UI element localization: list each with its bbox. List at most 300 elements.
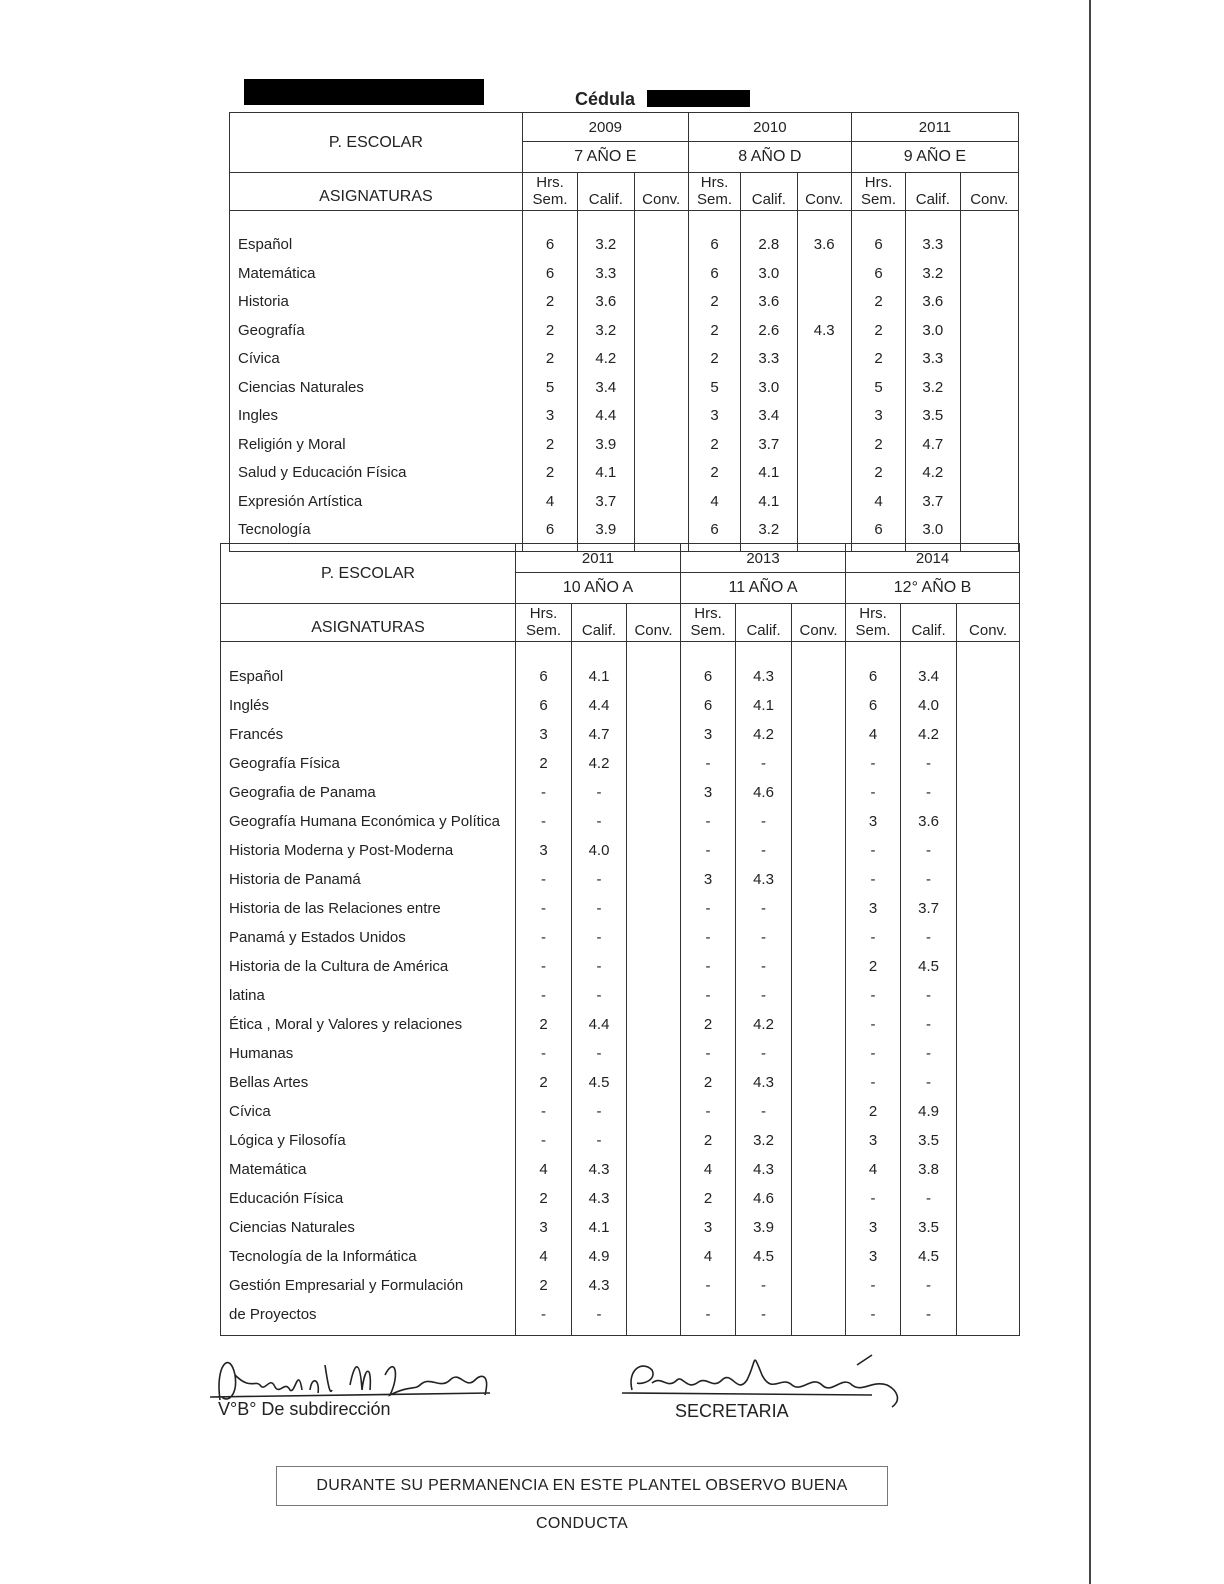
calif-header: Calif. [578,173,634,211]
calif-value: - [926,1277,932,1294]
conv-value [635,459,688,488]
hrs-value: 4 [868,726,878,743]
conv-value [792,1010,845,1039]
calif-value: 4.5 [753,1248,774,1265]
calif-value: 3.2 [922,264,944,282]
conv-value [957,1155,1019,1184]
hrs-value: - [705,755,711,772]
calif-value: - [761,842,767,859]
subject-name: Bellas Artes [229,1074,309,1091]
subject-name: Inglés [229,697,270,714]
calif-value: 4.4 [588,1016,610,1033]
subjects-header: ASIGNATURAS [221,604,516,642]
hrs-value: - [870,1277,876,1294]
conv-value [792,662,845,691]
hrs-column [851,211,905,552]
hrs-value: 6 [545,264,555,282]
conv-value [798,459,851,488]
conv-value [627,1213,680,1242]
subject-name: Ingles [238,407,279,424]
hrs-value: 2 [868,958,878,975]
hrs-value: 2 [545,350,555,367]
hrs-value: 2 [874,350,883,367]
calif-value: 3.5 [918,1219,939,1236]
subject-name: Cívica [229,1103,271,1120]
hrs-value: - [541,1306,546,1323]
hrs-value: 2 [703,1190,713,1207]
calif-column [578,211,634,552]
grade-level-label: 7 AÑO E [522,142,688,173]
calif-value: 3.2 [595,236,617,253]
conv-value [792,952,845,981]
conv-value [798,488,851,517]
hrs-value: - [541,784,546,801]
hrs-value: 2 [545,321,555,339]
conv-value [635,260,688,289]
hrs-value: 6 [545,236,555,253]
redacted-cedula-number [647,90,750,107]
subject-name: de Proyectos [229,1306,317,1323]
conv-value [961,374,1018,403]
conv-value [635,345,688,374]
calif-value: - [596,871,602,888]
calif-header: Calif. [741,173,797,211]
hrs-value: 6 [539,668,548,685]
hrs-value: - [541,813,546,830]
subject-name: Geografía Humana Económica y Política [229,813,500,830]
conv-value [798,431,851,460]
hrs-value: - [541,900,546,917]
subject-name: Francés [229,726,284,743]
calif-value: 4.3 [588,1161,610,1178]
conv-value [792,691,845,720]
calif-value: 4.1 [588,668,610,685]
calif-value: - [926,1074,932,1091]
conv-value [627,952,680,981]
subjects-column [221,642,516,1336]
calif-value: - [761,958,767,975]
secretary-signature-label: SECRETARIA [675,1401,789,1421]
calif-value: 3.2 [758,521,780,538]
grade-level-label: 9 AÑO E [851,142,1018,173]
calif-value: - [761,1045,767,1062]
subdirector-signature-label: V°B° De subdirección [218,1399,391,1419]
conv-header: Conv. [792,604,846,642]
conv-value [798,260,851,289]
calif-value: 4.3 [753,1074,774,1091]
conv-value: 4.3 [813,321,835,339]
hrs-value: 2 [710,464,719,481]
calif-value: 3.6 [918,813,939,830]
calif-value: - [761,1103,767,1120]
conv-value [961,516,1018,545]
hrs-sem-header: Hrs. Sem. [846,604,901,642]
calif-value: 3.9 [595,435,617,453]
calif-value: 3.2 [753,1132,774,1149]
year-label: 2010 [688,113,851,142]
calif-value: - [926,755,932,772]
calif-value: 3.3 [922,350,944,367]
hrs-column [681,642,736,1336]
calif-value: - [596,900,602,917]
conv-value [792,865,845,894]
calif-value: 3.0 [758,264,780,282]
subjects-column [230,211,523,552]
conv-value [635,488,688,517]
conv-value [627,1039,680,1068]
calif-value: 4.1 [758,492,780,510]
calif-value: - [926,784,932,801]
hrs-value: 3 [868,900,878,917]
calif-value: 3.0 [922,521,944,538]
conv-value [798,374,851,403]
calif-value: - [926,842,932,859]
conv-column [797,211,851,552]
subject-name: Español [229,668,284,685]
hrs-value: 5 [545,378,555,396]
hrs-value: - [870,929,876,946]
calif-value: 4.5 [918,1248,939,1265]
conv-value [798,516,851,545]
conv-value [961,317,1018,346]
hrs-value: 2 [703,1132,713,1149]
hrs-value: 2 [710,435,719,453]
subject-name: Ciencias Naturales [238,378,364,396]
hrs-value: 4 [545,492,555,510]
hrs-value: 2 [703,1074,713,1091]
period-label: P. ESCOLAR [230,113,523,173]
hrs-value: 6 [539,697,548,714]
hrs-value: 2 [539,1074,548,1091]
calif-value: 3.3 [758,350,780,367]
hrs-value: 2 [545,293,555,310]
conv-value [798,402,851,431]
calif-value: 4.3 [588,1277,610,1294]
hrs-value: - [541,871,546,888]
conv-value [798,345,851,374]
hrs-value: 4 [703,1248,713,1265]
hrs-value: 2 [539,1277,548,1294]
conv-value [961,288,1018,317]
calif-value: - [596,987,602,1004]
hrs-value: 6 [545,521,555,538]
calif-value: 4.0 [588,842,610,859]
calif-value: 4.5 [588,1074,610,1091]
conv-value [635,402,688,431]
calif-value: 3.2 [922,378,944,396]
hrs-value: - [870,755,876,772]
calif-column [572,642,627,1336]
calif-value: 4.7 [922,435,944,453]
conv-value [792,923,845,952]
conv-value [792,1097,845,1126]
calif-value: 4.4 [595,407,617,424]
calif-column [741,211,797,552]
subjects-header: ASIGNATURAS [230,173,523,211]
calif-value: - [596,1045,602,1062]
hrs-column [516,642,572,1336]
hrs-value: 2 [539,1190,548,1207]
hrs-value: 3 [703,1219,713,1236]
calif-value: 4.2 [753,726,774,743]
calif-value: - [596,1306,602,1323]
calif-value: 3.4 [758,407,780,424]
calif-value: 4.7 [588,726,610,743]
hrs-value: 5 [710,378,719,396]
hrs-value: 3 [868,1248,878,1265]
calif-value: 2.6 [758,321,780,339]
period-label: P. ESCOLAR [221,544,516,604]
conv-value [961,231,1018,260]
conv-value [957,1213,1019,1242]
subject-name: Historia de la Cultura de América [229,958,449,975]
hrs-value: 2 [545,435,555,453]
hrs-value: - [541,958,546,975]
conv-value [792,1242,845,1271]
calif-value: 4.0 [918,697,939,714]
hrs-value: 4 [703,1161,713,1178]
hrs-value: 3 [710,407,719,424]
conv-value [957,894,1019,923]
hrs-sem-header: Hrs. Sem. [516,604,572,642]
calif-value: - [761,900,767,917]
calif-value: 3.7 [922,492,944,510]
hrs-value: 6 [703,697,713,714]
hrs-value: - [705,900,711,917]
hrs-value: - [705,813,711,830]
conv-value [627,981,680,1010]
subject-name: latina [229,987,265,1004]
hrs-value: - [870,1016,876,1033]
conv-header: Conv. [797,173,851,211]
calif-value: 3.2 [595,321,617,339]
year-label: 2011 [851,113,1018,142]
conv-value [957,778,1019,807]
hrs-value: 3 [868,813,878,830]
conv-value [635,431,688,460]
hrs-value: 3 [545,407,555,424]
hrs-value: - [870,871,876,888]
conv-value [635,516,688,545]
calif-column [901,642,957,1336]
conv-header: Conv. [627,604,681,642]
conv-value [792,1213,845,1242]
calif-value: - [926,987,932,1004]
hrs-value: - [541,929,546,946]
grade-level-label: 10 AÑO A [516,573,681,604]
conv-value [792,981,845,1010]
subject-name: Español [238,236,293,253]
calif-value: 4.1 [588,1219,610,1236]
conv-value [627,691,680,720]
calif-value: 4.9 [918,1103,939,1120]
calif-value: 4.2 [588,755,610,772]
conv-value [635,317,688,346]
hrs-column [846,642,901,1336]
redacted-name [244,79,484,105]
calif-value: 4.1 [595,464,617,481]
subject-name: Panamá y Estados Unidos [229,929,406,946]
calif-value: 3.8 [918,1161,939,1178]
calif-value: 4.6 [753,1190,774,1207]
conv-value [792,807,845,836]
conv-column [960,211,1018,552]
hrs-value: 3 [703,784,713,801]
subject-name: Geografía Física [229,755,340,772]
hrs-value: 2 [539,1016,548,1033]
calif-value: 4.5 [918,958,939,975]
cedula-label: Cédula [575,89,636,109]
calif-value: 4.2 [595,350,617,367]
hrs-value: 6 [868,668,878,685]
conv-value [627,1242,680,1271]
hrs-value: - [705,1306,711,1323]
conv-value [957,807,1019,836]
calif-value: 3.7 [595,492,617,510]
hrs-value: 3 [868,1132,878,1149]
conv-value [635,374,688,403]
hrs-value: 4 [868,1161,878,1178]
hrs-value: 3 [703,871,713,888]
hrs-column [688,211,740,552]
hrs-sem-header: Hrs. Sem. [522,173,577,211]
conv-value [957,1271,1019,1300]
subject-name: Educación Física [229,1190,344,1207]
conv-value [798,288,851,317]
conv-value [792,1271,845,1300]
hrs-value: 3 [539,726,548,743]
calif-value: 4.3 [588,1190,610,1207]
hrs-value: 2 [710,293,719,310]
hrs-value: 2 [710,321,719,339]
hrs-value: 4 [539,1161,548,1178]
hrs-column [522,211,577,552]
hrs-value: 6 [710,236,719,253]
conv-value [957,662,1019,691]
calif-value: 3.6 [922,293,944,310]
hrs-value: - [705,958,711,975]
calif-value: 4.3 [753,1161,774,1178]
conv-value [792,1039,845,1068]
subject-name: Gestión Empresarial y Formulación [229,1277,464,1294]
calif-value: 4.2 [918,726,939,743]
calif-value: 3.6 [595,293,617,310]
conv-value [627,749,680,778]
conv-column [627,642,681,1336]
calif-value: - [596,1103,602,1120]
subject-name: Geografia de Panama [229,784,376,801]
conv-value [957,1097,1019,1126]
hrs-value: 4 [539,1248,548,1265]
calif-value: 4.2 [922,464,944,481]
calif-header: Calif. [736,604,792,642]
calif-value: 4.6 [753,784,774,801]
hrs-value: 3 [539,1219,548,1236]
subject-name: Historia Moderna y Post-Moderna [229,842,454,859]
hrs-value: 3 [539,842,548,859]
conv-value [792,1068,845,1097]
hrs-value: - [870,1306,876,1323]
hrs-value: 2 [874,435,883,453]
hrs-sem-header: Hrs. Sem. [688,173,740,211]
conv-value [627,1010,680,1039]
subject-name: Tecnología [238,521,311,538]
hrs-value: - [870,842,876,859]
subject-name: Humanas [229,1045,294,1062]
conv-value [627,1068,680,1097]
calif-value: 4.4 [588,697,610,714]
calif-value: 4.9 [588,1248,610,1265]
conv-value [957,720,1019,749]
conv-value [957,1039,1019,1068]
calif-value: - [761,813,767,830]
calif-value: - [761,1306,767,1323]
conv-value [792,1155,845,1184]
conv-value [957,923,1019,952]
hrs-value: - [705,987,711,1004]
hrs-value: 6 [868,697,878,714]
calif-value: 3.9 [753,1219,774,1236]
subject-name: Expresión Artística [238,492,363,510]
conv-value [957,1300,1019,1329]
conv-value [957,691,1019,720]
conv-header: Conv. [634,173,688,211]
calif-header: Calif. [901,604,957,642]
hrs-value: 2 [868,1103,878,1120]
conv-value [792,749,845,778]
conv-value [627,1184,680,1213]
hrs-value: 2 [874,464,883,481]
conv-value [627,865,680,894]
subject-name: Ciencias Naturales [229,1219,355,1236]
calif-value: 4.1 [758,464,780,481]
conv-value [957,1068,1019,1097]
hrs-value: 3 [874,407,883,424]
hrs-value: - [541,1132,546,1149]
conv-value [635,288,688,317]
subject-name: Historia [238,293,289,310]
calif-value: 3.6 [758,293,780,310]
hrs-value: - [870,1074,876,1091]
hrs-value: 6 [710,264,719,282]
subject-name: Lógica y Filosofía [229,1132,346,1149]
conduct-notice: DURANTE SU PERMANENCIA EN ESTE PLANTEL OBSERVO BUENA CONDUCTA [276,1466,888,1506]
calif-value: - [761,755,767,772]
subject-name: Historia de las Relaciones entre [229,900,441,917]
hrs-value: - [705,1045,711,1062]
conv-value [961,431,1018,460]
conv-value [961,488,1018,517]
conv-column [634,211,688,552]
calif-value: 4.1 [753,697,774,714]
calif-value: - [596,929,602,946]
calif-column [906,211,960,552]
hrs-value: - [870,1190,876,1207]
hrs-value: 4 [874,492,883,510]
conv-value [627,894,680,923]
calif-header: Calif. [906,173,960,211]
conv-value [635,231,688,260]
calif-value: 3.9 [595,521,617,538]
hrs-value: 2 [703,1016,713,1033]
conv-value [627,778,680,807]
conv-value [627,1097,680,1126]
hrs-value: 2 [539,755,548,772]
calif-value: 3.3 [595,264,617,282]
conv-value [792,1184,845,1213]
hrs-value: - [705,1103,711,1120]
subject-name: Matemática [238,264,316,282]
